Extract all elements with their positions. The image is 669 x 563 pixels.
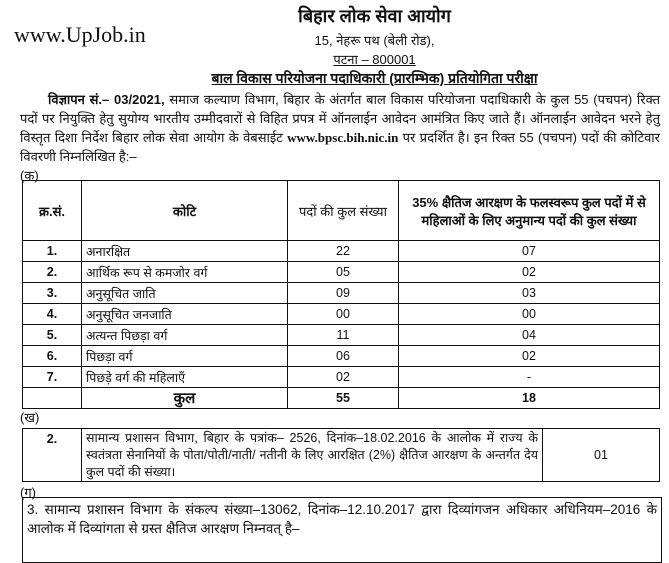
cell-women: 02 bbox=[399, 346, 660, 367]
cell-posts: 11 bbox=[288, 325, 399, 346]
intro-text-2: पर प्रदर्शित है। इन रिक्त 55 (पचपन) पदों की कोटिवार विवरणी निम्नलिखित है:– bbox=[20, 130, 660, 164]
city-text: पटना – 800001 bbox=[333, 52, 416, 67]
cell-women: 04 bbox=[399, 325, 660, 346]
cell-sno: 2. bbox=[23, 262, 82, 283]
table-row bbox=[23, 262, 660, 283]
total-label: कुल bbox=[82, 388, 288, 409]
table-row bbox=[23, 325, 660, 346]
cell-sno: 1. bbox=[23, 241, 82, 262]
address: 15, नेहरू पथ (बेली रोड), bbox=[314, 33, 435, 48]
table-row bbox=[23, 346, 660, 367]
total-row bbox=[23, 388, 660, 409]
cell-sno: 6. bbox=[23, 346, 82, 367]
intro-paragraph bbox=[20, 90, 660, 166]
cell-category: आर्थिक रूप से कमजोर वर्ग bbox=[82, 262, 288, 283]
col-category: कोटि bbox=[82, 181, 288, 241]
col-posts: पदों की कुल संख्या bbox=[288, 181, 399, 241]
cell-category: अनुसूचित जाति bbox=[82, 283, 288, 304]
row-text: सामान्य प्रशासन विभाग, बिहार के पत्रांक– 2526, दिनांक–18.02.2016 के आलोक में राज्य के स्वतंत्रता सेनानियों के पोता/पोती/नाती/ नतीनी के लिए आरक्षित (2%) क्षैतिज आरक्षण के अन्तर्गत देय कुल पदों की संख्या। bbox=[82, 429, 543, 482]
cell-women: - bbox=[399, 367, 660, 388]
adv-no: विज्ञापन सं.– 03/2021, bbox=[48, 92, 165, 107]
freedom-fighter-table bbox=[22, 428, 660, 482]
table-row bbox=[23, 367, 660, 388]
cell-sno: 3. bbox=[23, 283, 82, 304]
section-a-label: (क) bbox=[20, 168, 39, 183]
cell-category: पिछड़े वर्ग की महिलाएँ bbox=[82, 367, 288, 388]
cell-category: अनारक्षित bbox=[82, 241, 288, 262]
cell-posts: 09 bbox=[288, 283, 399, 304]
col-women: 35% क्षैतिज आरक्षण के फलस्वरूप कुल पदों में से महिलाओं के लिए अनुमान्य पदों की कुल संख्या bbox=[399, 181, 660, 241]
org-title: बिहार लोक सेवा आयोग bbox=[298, 6, 451, 26]
city bbox=[0, 50, 669, 68]
exam-title-text: बाल विकास परियोजना पदाधिकारी (प्रारम्भिक) प्रतियोगिता परीक्षा bbox=[211, 70, 538, 86]
section-b-label: (ख) bbox=[20, 410, 40, 425]
cell-category: पिछड़ा वर्ग bbox=[82, 346, 288, 367]
cell-category: अत्यन्त पिछड़ा वर्ग bbox=[82, 325, 288, 346]
cell-sno: 4. bbox=[23, 304, 82, 325]
row-value: 01 bbox=[543, 429, 660, 482]
total-women: 18 bbox=[399, 388, 660, 409]
exam-title bbox=[0, 69, 669, 88]
row-no: 2. bbox=[23, 429, 82, 482]
category-table bbox=[22, 180, 660, 409]
table-row bbox=[23, 283, 660, 304]
cell-posts: 02 bbox=[288, 367, 399, 388]
cell-women: 03 bbox=[399, 283, 660, 304]
col-sno: क्र.सं. bbox=[23, 181, 82, 241]
section-c-label: (ग) bbox=[20, 485, 36, 500]
cell-women: 07 bbox=[399, 241, 660, 262]
cell-women: 00 bbox=[399, 304, 660, 325]
cell-posts: 06 bbox=[288, 346, 399, 367]
table-header bbox=[23, 181, 660, 241]
cell-sno: 5. bbox=[23, 325, 82, 346]
intro-text: समाज कल्याण विभाग, बिहार के अंतर्गत बाल विकास परियोजना पदाधिकारी के कुल 55 (पचपन) रिक्त पदों पर नियुक्ति हेतु सुयोग्य भारतीय उम्मीदवारों से विहित प्रपत्र में ऑनलाईन आवेदन आमंत्रित किए जाते हैं। ऑनलाईन आवेदन भरने हेतु विस्तृत दिशा निर्देश बिहार लोक सेवा आयोग के वेबसाईट bbox=[20, 92, 660, 145]
cell-women: 02 bbox=[399, 262, 660, 283]
disability-section: 3. सामान्य प्रशासन विभाग के संकल्प संख्या–13062, दिनांक–12.10.2017 द्वारा दिव्यांगजन अधिकार अधिनियम–2016 के आलोक में दिव्यांगता से ग्रस्त क्षैतिज आरक्षण निम्नवत् है– bbox=[22, 497, 662, 563]
website-link[interactable]: www.bpsc.bih.nic.in bbox=[287, 130, 399, 145]
cell-posts: 22 bbox=[288, 241, 399, 262]
total-posts: 55 bbox=[288, 388, 399, 409]
table-row bbox=[23, 241, 660, 262]
cell-posts: 05 bbox=[288, 262, 399, 283]
cell-sno: 7. bbox=[23, 367, 82, 388]
cell-category: अनुसूचित जनजाति bbox=[82, 304, 288, 325]
watermark: www.UpJob.in bbox=[14, 22, 146, 47]
table-row bbox=[23, 304, 660, 325]
cell-posts: 00 bbox=[288, 304, 399, 325]
